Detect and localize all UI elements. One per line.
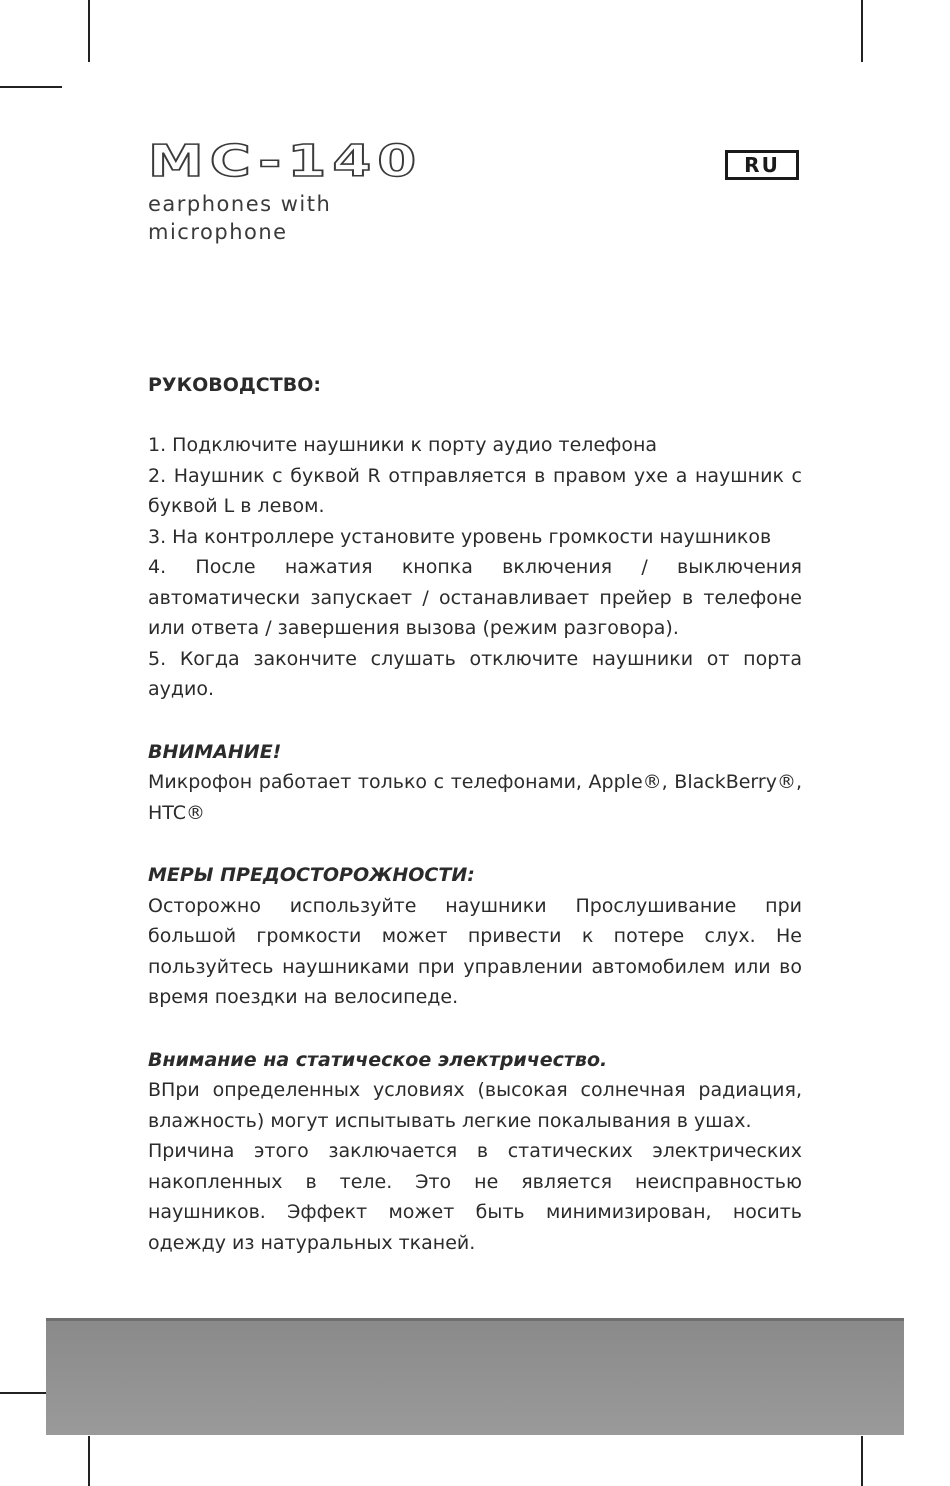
crop-mark bbox=[0, 86, 62, 88]
precautions-section bbox=[148, 860, 802, 1013]
manual-step: 1. Подключите наушники к порту аудио телефона bbox=[148, 434, 658, 456]
manual-step: 4. После нажатия кнопка включения / выключения автоматически запускает / останавливает прейер в телефоне или ответа / завершения вызова (режим разговора). bbox=[148, 556, 802, 639]
static-section bbox=[148, 1045, 802, 1259]
manual-content bbox=[148, 370, 802, 1258]
crop-mark bbox=[88, 0, 90, 62]
precautions-text: Осторожно используйте наушники Прослушивание при большой громкости может привести к потере слух. Не пользуйтесь наушниками при управлении автомобилем или во время поездки на велосипеде. bbox=[148, 894, 802, 1008]
product-brand bbox=[148, 136, 423, 244]
product-type: earphones with microphone bbox=[148, 192, 332, 244]
manual-title: РУКОВОДСТВО: bbox=[148, 374, 321, 396]
footer-band bbox=[46, 1318, 904, 1435]
manual-step: 5. Когда закончите слушать отключите наушники от порта аудио. bbox=[148, 647, 802, 700]
attention-text: Микрофон работает только с телефонами, Apple®, BlackBerry®, HTC® bbox=[148, 771, 802, 824]
model-name: MC-140 bbox=[148, 136, 423, 187]
attention-section bbox=[148, 737, 802, 829]
attention-title: ВНИМАНИЕ! bbox=[148, 740, 282, 763]
crop-mark bbox=[861, 0, 863, 62]
manual-step: 2. Наушник с буквой R отправляется в правом ухе а наушник с буквой L в левом. bbox=[148, 464, 802, 517]
static-paragraph: ВПри определенных условиях (высокая солнечная радиация, влажность) могут испытывать легкие покалывания в ушах. bbox=[148, 1079, 802, 1132]
static-title: Внимание на статическое электричество. bbox=[148, 1048, 608, 1071]
crop-mark bbox=[88, 1436, 90, 1486]
crop-mark bbox=[861, 1436, 863, 1486]
static-paragraph: Причина этого заключается в статических электрических накопленных в теле. Это не является неисправностью наушников. Эффект может быть минимизирован, носить одежду из натуральных тканей. bbox=[148, 1140, 802, 1254]
precautions-title: МЕРЫ ПРЕДОСТОРОЖНОСТИ: bbox=[148, 864, 475, 886]
manual-step: 3. На контроллере установите уровень громкости наушников bbox=[148, 525, 772, 548]
language-badge: RU bbox=[725, 150, 799, 180]
